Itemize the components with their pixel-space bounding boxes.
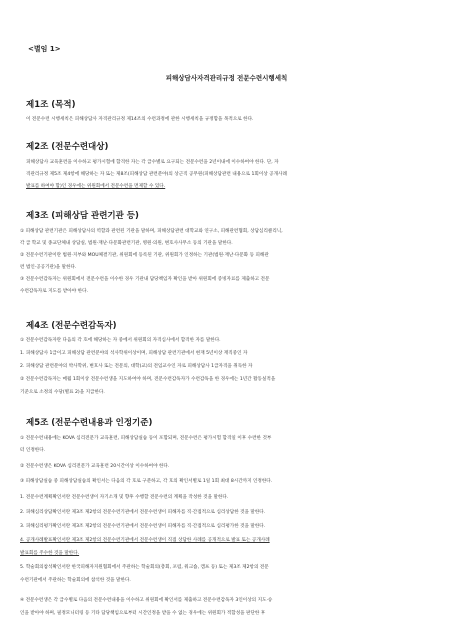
article-3-line: 수련감독자로 지도를 받아야 한다.	[20, 289, 88, 294]
article-3-line: 련 법인·공공기관)을 말한다.	[20, 265, 77, 270]
article-1-heading: 제1조 (목적)	[26, 100, 76, 110]
article-5-line: 4. 공개사례발표확인서란 제3조 제2항의 전문수련기관에서 전문수련생이 직접 상담한 사례를 공개적으로 발표 또는 공개사례	[20, 538, 270, 543]
annex-label: <별임 1>	[28, 45, 61, 53]
article-3-line: ③ 전문수련감독자는 위원회에서 전문수련을 이수한 경우 기관내 담당책임자 확인을 받아 위원회에 증빙자료를 제출하고 전문	[20, 277, 270, 282]
article-4-line: ① 전문수련감독자란 다음의 각 호에 해당하는 자 중에서 위원회의 자격심사에서 합격한 자를 말한다.	[20, 338, 221, 343]
article-3-line: ① 피해상담 관련기관은 피해상담사의 역할과 관련된 기관을 말하며, 피해상담관련 대학교와 연구소, 피해관련협회, 상담심리클리닉,	[20, 229, 283, 234]
article-5-heading: 제5조 (전문수련내용과 인정기준)	[26, 418, 153, 428]
article-3-line: ② 전문수련기관이란 법원·지부와 MOU체결기관, 위원회에 등록된 기관, 위원회가 인정하는 기관(법원·재난·다문화 등 피해관	[20, 253, 269, 258]
article-5-line: 1. 전문수련계획확인서란 전문수련생이 자기소개 및 향후 수행할 전문수련의 계획을 작성한 것을 말한다.	[20, 495, 229, 500]
article-5-line: 5. 학술회의참석확인서란 한국피해자지원협회에서 주관하는 학술회의(총회, 포럼, 워크숍, 캠프 등) 또는 제3조 제2항의 전문	[20, 565, 269, 570]
article-5-line: 2. 피해심리상담확인서란 제3조 제2항의 전문수련기관에서 전문수련생이 피해자를 직·간접적으로 심리상담한 것을 말한다.	[20, 510, 266, 515]
article-4-line: ② 전문수련감독자는 매월 1회이상 전문수련생을 지도하여야 하며, 전문수련감독자가 수련감독을 한 경우에는 1년간 활동실적을	[20, 377, 276, 382]
article-4-line: 기준으로 소정의 수당(별표 2)을 지급한다.	[20, 390, 105, 395]
document-title: 피해상담사자격관리규정 전문수련시행세칙	[165, 74, 288, 82]
article-5-line: 3. 피해심리평가확인서란 제3조 제2항의 전문수련기관에서 전문수련생이 피해자를 직·간접적으로 심리평가한 것을 말한다.	[20, 524, 266, 529]
article-4-line: 2. 피해상담 관련분야의 박사학위, 변호사 또는 전문의, 대학(교)의 전임교수인 자로 피해상담사 1급자격을 취득한 자	[20, 364, 253, 369]
article-5-line: ③ 피해상담실습 중 피해상담실습의 확인서는 다음의 각 호로 구분하고, 각 호의 확인서별로 1일 1회 최대 8시간까지 인정한다.	[20, 479, 273, 484]
article-4-heading: 제4조 (전문수련감독자)	[26, 321, 117, 331]
article-2-heading: 제2조 (전문수련대상)	[26, 142, 109, 152]
article-3-line: 각 급 학교 및 종교단체내 상담실, 법원·재난·다문화관련기관, 병원·의원, 변호사사무소 등의 기관을 말한다.	[20, 241, 233, 246]
article-5-line: 터 인정한다.	[20, 448, 46, 453]
article-2-line: 피해상담사 교육훈련을 이수하고 평가시험에 합격한 자는 각 급수별로 요구되는 전문수련을 2년이내에 이수하여야 한다. 단, 자	[26, 160, 279, 165]
article-2-line: 격관리규정 제5조 제4항에 해당하는 자 또는 제8조(피해상담 관련분야)의 상근직 공무원(피해상담관련 내용으로 1회이상 공개사례	[26, 172, 287, 177]
article-1-line: 이 전문수런 시행세칙은 피해상담사 자격관리규정 제14조의 수련과정에 관한 시행세칙을 규정함을 목적으로 한다.	[26, 117, 254, 122]
article-5-line: 수련기관에서 주관하는 학술회의에 참석한 것을 말한다.	[20, 578, 131, 583]
article-5-line: 발표회를 주수한 것을 말한다.	[20, 551, 80, 556]
article-5-line: 인을 받아야 하며, 필정모니터링 등 기타 담당책임으로부터 시간인정을 받을 수 없는 경우에는 위원회가 적합성을 판단한 후	[20, 611, 266, 616]
article-2-line: 발표를 하여야 함)인 경우에는 위원회에서 전문수련을 면제할 수 있다.	[26, 184, 166, 189]
article-5-line: ① 전문수련내용에는 KOVA 심리전문가 교육훈련, 피해상담실습 등이 포함되며, 전문수련은 평가시험 합격일 이후 수련한 것부	[20, 436, 272, 441]
article-5-line: ④ 전문수련생은 각 급수별로 다음의 전문수련내용을 이수하고 위원회에 확인서를 제출하고 전문수련감독자 3인이상의 지도·승	[20, 598, 273, 603]
article-5-line: ② 전문수련생은 KOVA 심리전문가 교육훈련 20시간이상 이수하여야 한다.	[20, 464, 170, 469]
article-4-line: 1. 피해상담사 1급이고 피해상담 관련분야의 석사학위이상이며, 피해상담 관련기관에서 현재 5년이상 재직중인 자	[20, 351, 248, 356]
article-3-heading: 제3조 (피해상담 관련기관 등)	[26, 211, 139, 221]
